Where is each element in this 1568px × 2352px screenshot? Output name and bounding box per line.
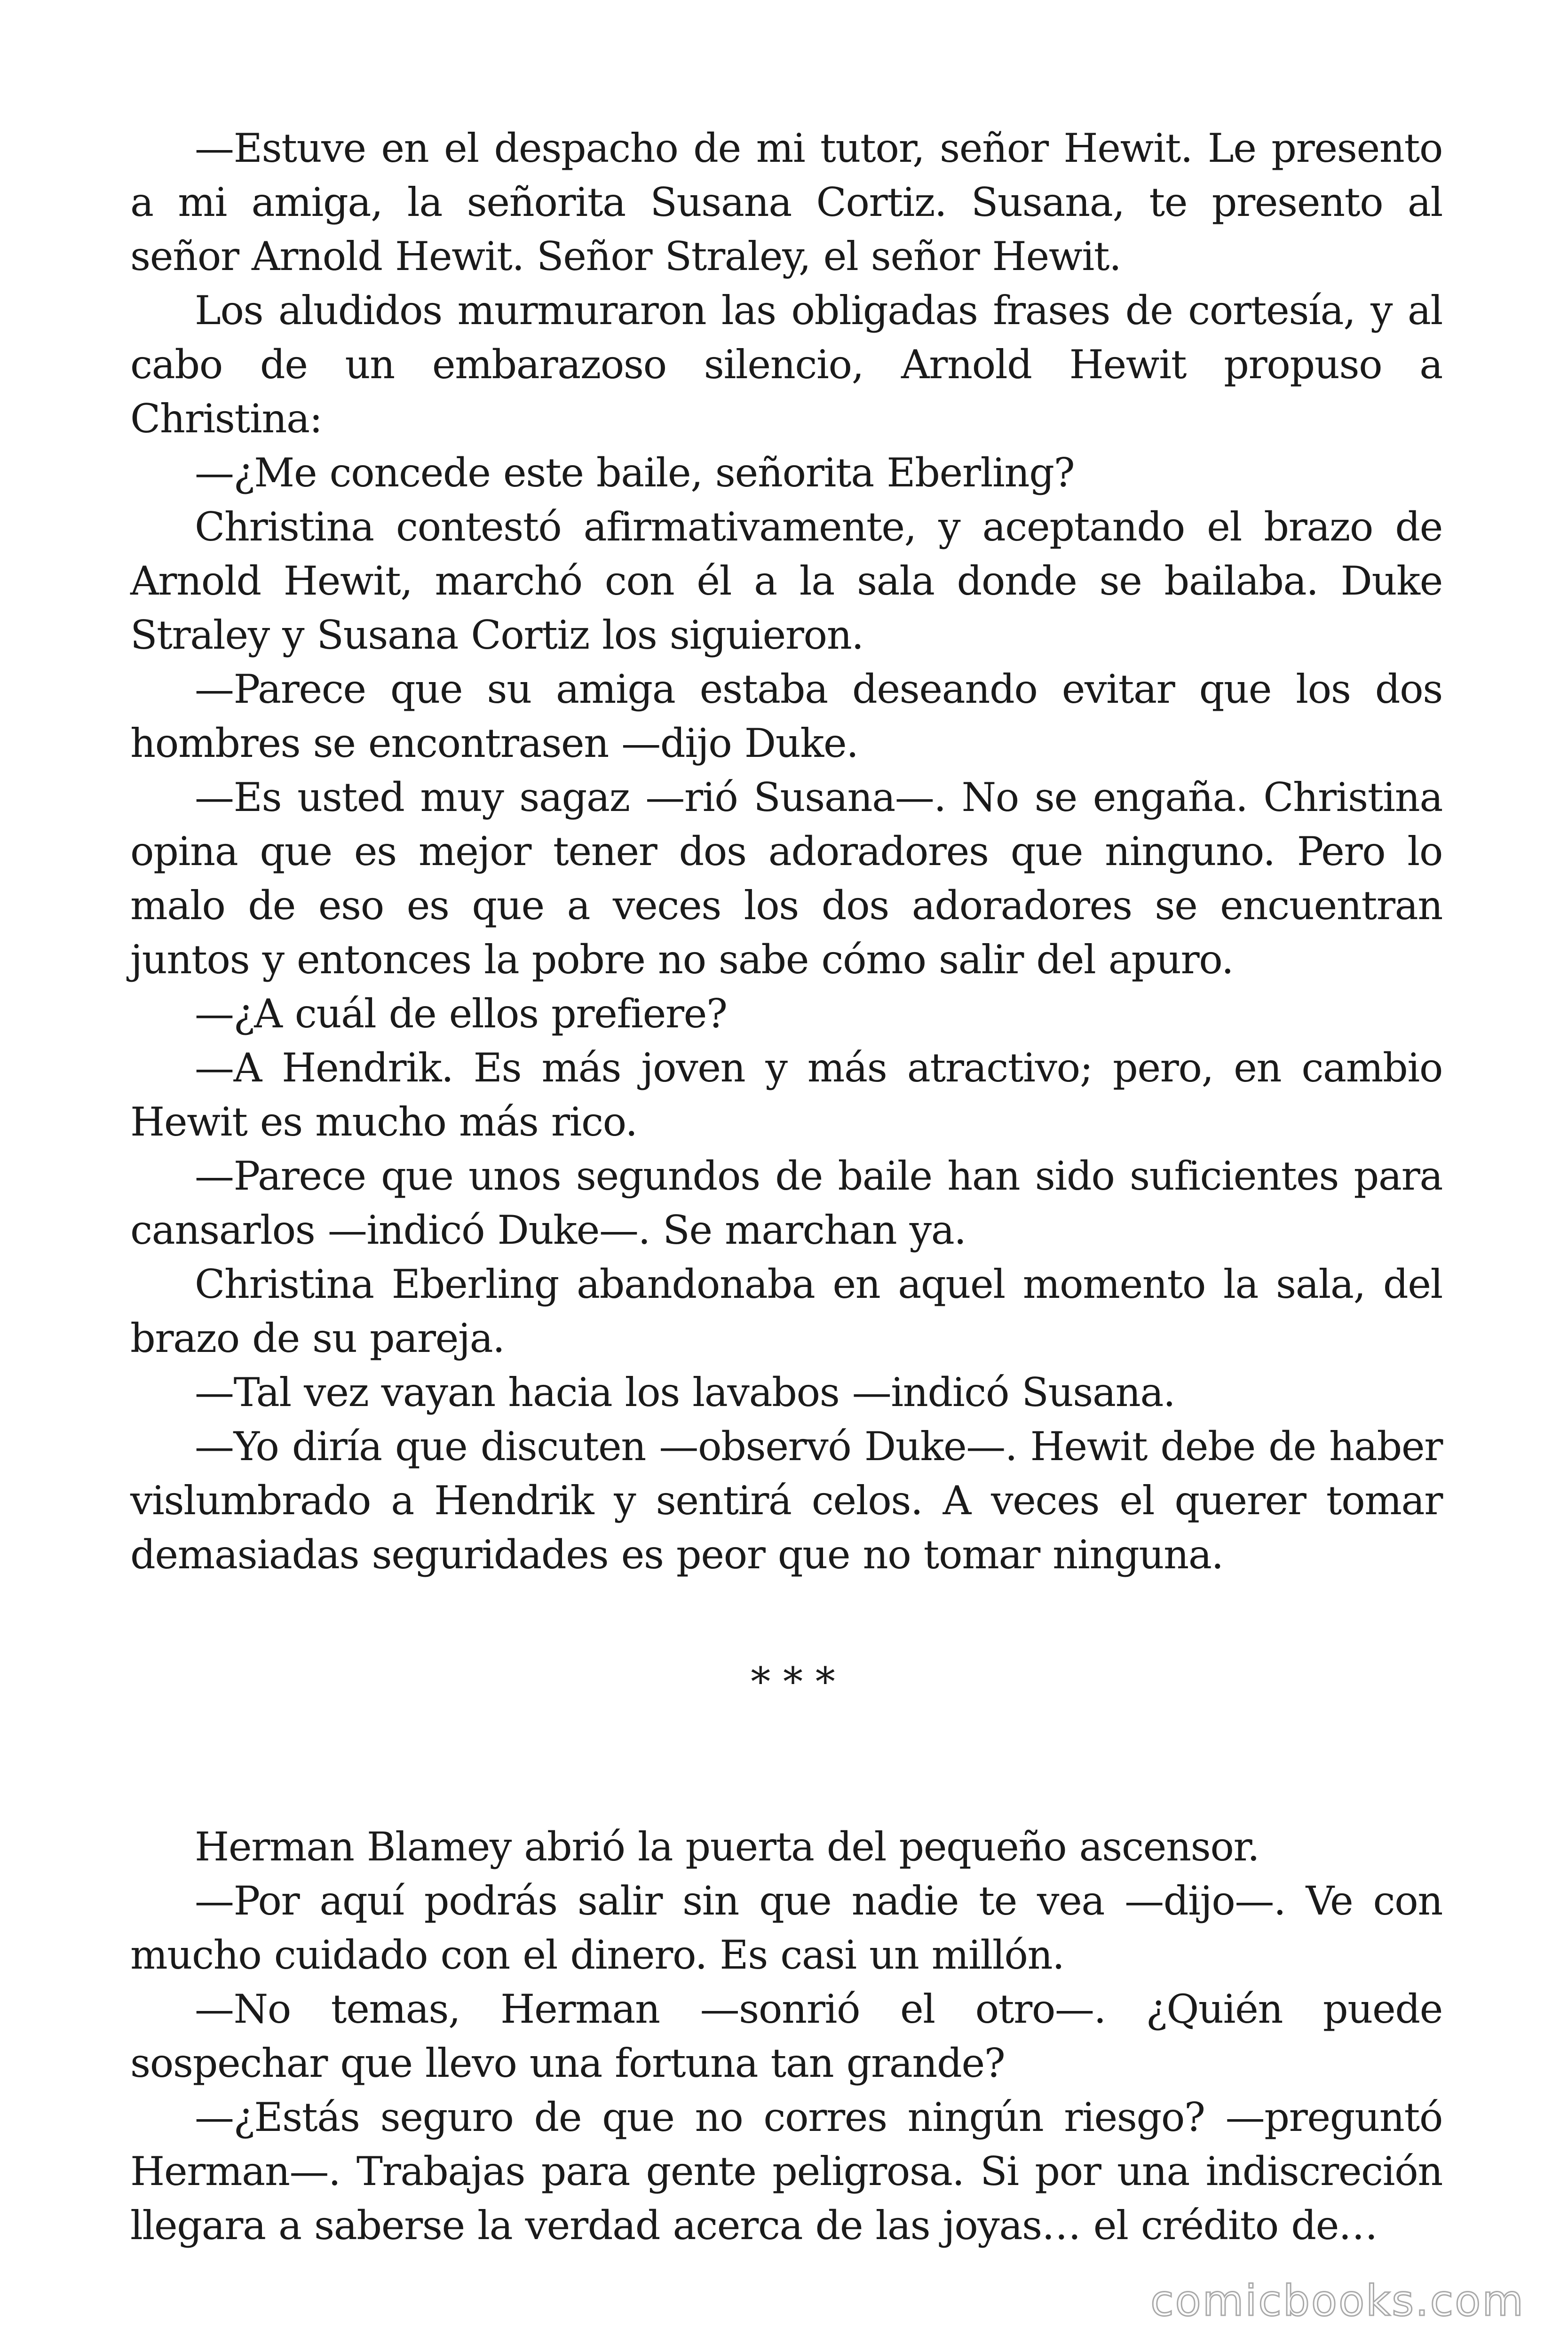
paragraph: —Yo diría que discuten —observó Duke—. Hewit debe de haber vislumbrado a Hendrik y sentirá celos. A veces el querer tomar demasiadas seguridades es peor que no tomar ninguna. bbox=[130, 1423, 1442, 1578]
paragraph: —¿Me concede este baile, señorita Eberling? bbox=[195, 450, 1075, 496]
paragraph: —¿Estás seguro de que no corres ningún riesgo? —preguntó Herman—. Trabajas para gente peligrosa. Si por una indiscreción llegara a saberse la verdad acerca de las joyas… el crédito de… bbox=[130, 2094, 1442, 2249]
paragraph: Herman Blamey abrió la puerta del pequeño ascensor. bbox=[195, 1824, 1259, 1870]
text-block bbox=[130, 121, 1442, 2253]
paragraph: —Por aquí podrás salir sin que nadie te vea —dijo—. Ve con mucho cuidado con el dinero. Es casi un millón. bbox=[130, 1878, 1442, 1978]
section-break bbox=[130, 1582, 1442, 1820]
paragraph: Christina Eberling abandonaba en aquel momento la sala, del brazo de su pareja. bbox=[130, 1261, 1442, 1361]
section-break-stars: * * * bbox=[751, 1659, 835, 1705]
paragraph: —Parece que unos segundos de baile han sido suficientes para cansarlos —indicó Duke—. Se marchan ya. bbox=[130, 1153, 1442, 1253]
watermark: comicbooks.com bbox=[1150, 2276, 1525, 2326]
paragraph: —Estuve en el despacho de mi tutor, señor Hewit. Le presento a mi amiga, la señorita Susana Cortiz. Susana, te presento al señor Arnold Hewit. Señor Straley, el señor Hewit. bbox=[130, 125, 1442, 279]
paragraph: —No temas, Herman —sonrió el otro—. ¿Quién puede sospechar que llevo una fortuna tan grande? bbox=[130, 1986, 1442, 2086]
paragraph: —¿A cuál de ellos prefiere? bbox=[195, 991, 727, 1037]
paragraph: Los aludidos murmuraron las obligadas frases de cortesía, y al cabo de un embarazoso silencio, Arnold Hewit propuso a Christina: bbox=[130, 287, 1442, 442]
paragraph: —Tal vez vayan hacia los lavabos —indicó Susana. bbox=[195, 1369, 1175, 1415]
paragraph: Christina contestó afirmativamente, y aceptando el brazo de Arnold Hewit, marchó con él a la sala donde se bailaba. Duke Straley y Susana Cortiz los siguieron. bbox=[130, 504, 1442, 658]
paragraph: —Es usted muy sagaz —rió Susana—. No se engaña. Christina opina que es mejor tener dos adoradores que ninguno. Pero lo malo de eso es que a veces los dos adoradores se encuentran juntos y entonces la pobre no sabe cómo salir del apuro. bbox=[130, 774, 1442, 983]
paragraph: —Parece que su amiga estaba deseando evitar que los dos hombres se encontrasen —dijo Duke. bbox=[130, 666, 1442, 766]
paragraph: —A Hendrik. Es más joven y más atractivo; pero, en cambio Hewit es mucho más rico. bbox=[130, 1045, 1442, 1145]
